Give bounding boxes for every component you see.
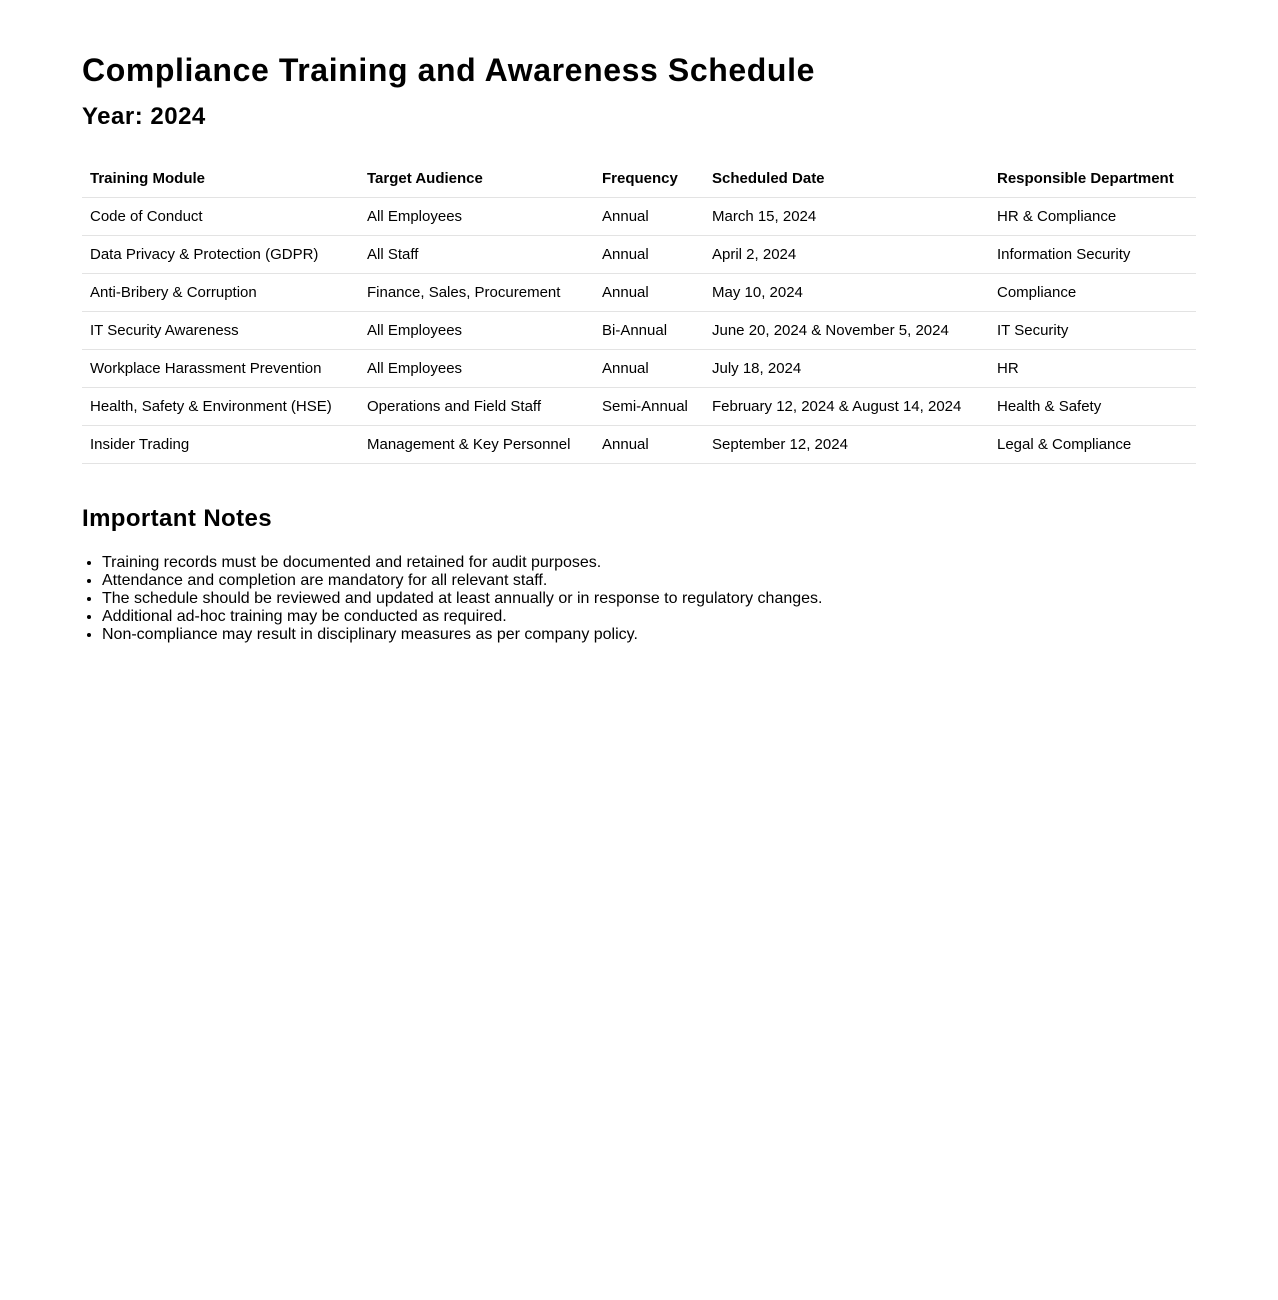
cell-frequency: Bi-Annual [594, 312, 704, 350]
column-header-scheduled-date: Scheduled Date [704, 160, 989, 198]
cell-target-audience: All Employees [359, 350, 594, 388]
note-item: • Attendance and completion are mandatory for all relevant staff. [102, 572, 1196, 590]
cell-scheduled-date: May 10, 2024 [704, 274, 989, 312]
cell-responsible-department: HR [989, 350, 1196, 388]
cell-responsible-department: Health & Safety [989, 388, 1196, 426]
notes-list [82, 554, 1196, 644]
table-row [82, 312, 1196, 350]
cell-training-module: Insider Trading [82, 426, 359, 464]
cell-frequency: Annual [594, 198, 704, 236]
table-row [82, 198, 1196, 236]
column-header-frequency: Frequency [594, 160, 704, 198]
cell-responsible-department: Legal & Compliance [989, 426, 1196, 464]
notes-heading: Important Notes [82, 505, 273, 532]
cell-target-audience: All Employees [359, 312, 594, 350]
cell-training-module: Workplace Harassment Prevention [82, 350, 359, 388]
note-item: • Non-compliance may result in disciplinary measures as per company policy. [102, 626, 1196, 644]
cell-training-module: Anti-Bribery & Corruption [82, 274, 359, 312]
table-header-row [82, 160, 1196, 198]
column-header-responsible-department: Responsible Department [989, 160, 1196, 198]
cell-scheduled-date: June 20, 2024 & November 5, 2024 [704, 312, 989, 350]
cell-target-audience: All Employees [359, 198, 594, 236]
year-heading: Year: 2024 [82, 103, 206, 130]
note-item: • The schedule should be reviewed and updated at least annually or in response to regulatory changes. [102, 590, 1196, 608]
cell-scheduled-date: July 18, 2024 [704, 350, 989, 388]
cell-responsible-department: Compliance [989, 274, 1196, 312]
cell-target-audience: Operations and Field Staff [359, 388, 594, 426]
cell-target-audience: Finance, Sales, Procurement [359, 274, 594, 312]
cell-training-module: Health, Safety & Environment (HSE) [82, 388, 359, 426]
cell-responsible-department: HR & Compliance [989, 198, 1196, 236]
column-header-training-module: Training Module [82, 160, 359, 198]
document-page [0, 0, 1278, 644]
cell-target-audience: All Staff [359, 236, 594, 274]
table-row [82, 274, 1196, 312]
page-title: Compliance Training and Awareness Schedule [82, 52, 815, 88]
table-row [82, 426, 1196, 464]
cell-frequency: Annual [594, 274, 704, 312]
cell-responsible-department: IT Security [989, 312, 1196, 350]
cell-frequency: Semi-Annual [594, 388, 704, 426]
cell-training-module: IT Security Awareness [82, 312, 359, 350]
note-item: • Training records must be documented and retained for audit purposes. [102, 554, 1196, 572]
cell-scheduled-date: September 12, 2024 [704, 426, 989, 464]
cell-target-audience: Management & Key Personnel [359, 426, 594, 464]
table-row [82, 388, 1196, 426]
note-item: • Additional ad-hoc training may be conducted as required. [102, 608, 1196, 626]
table-row [82, 236, 1196, 274]
cell-frequency: Annual [594, 236, 704, 274]
cell-scheduled-date: March 15, 2024 [704, 198, 989, 236]
cell-frequency: Annual [594, 350, 704, 388]
table-row [82, 350, 1196, 388]
cell-training-module: Code of Conduct [82, 198, 359, 236]
column-header-target-audience: Target Audience [359, 160, 594, 198]
cell-scheduled-date: February 12, 2024 & August 14, 2024 [704, 388, 989, 426]
cell-training-module: Data Privacy & Protection (GDPR) [82, 236, 359, 274]
training-schedule-table [82, 160, 1196, 464]
cell-scheduled-date: April 2, 2024 [704, 236, 989, 274]
cell-frequency: Annual [594, 426, 704, 464]
cell-responsible-department: Information Security [989, 236, 1196, 274]
